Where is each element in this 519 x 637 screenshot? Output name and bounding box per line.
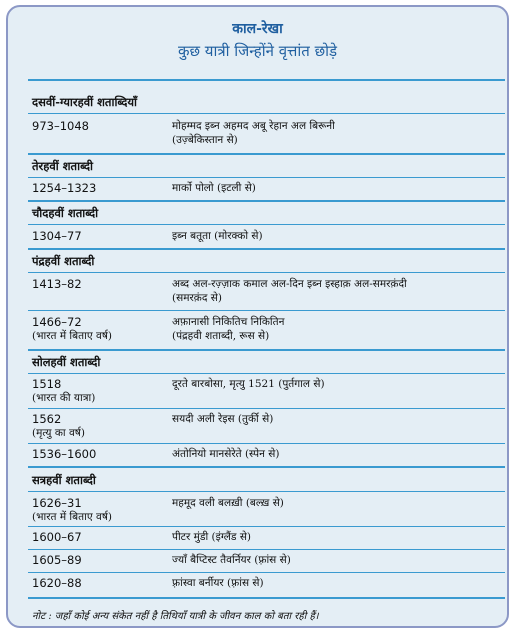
divider [28,349,505,351]
entry-traveller: इब्न बतूता (मोरक्को से) [172,230,263,242]
entry-traveller: अंतोनियो मानसेरेते (स्पेन से) [172,448,280,460]
divider [28,526,505,527]
entry-years: 1620–88 [32,576,82,590]
entry-traveller: मोहम्मद इब्न अहमद अबू रेहान अल बिरूनी (उज़्बेकिस्तान से) [172,120,335,146]
entry-years: 973–1048 [32,119,89,133]
divider [28,549,505,550]
entry-traveller: अब्द अल-रज़्ज़ाक कमाल अल-दिन इब्न इस्हाक़ अल-समरक़ंदी (समरक़ंद से) [172,278,407,304]
divider [28,79,505,81]
divider [28,572,505,573]
divider [28,597,505,599]
entry-years: 1304–77 [32,229,82,243]
century-heading: दसवीं-ग्यारहवीं शताब्दियाँ [32,95,138,109]
divider [28,153,505,155]
divider [28,310,505,311]
footnote: नोट : जहाँ कोई अन्य संकेत नहीं है तिथियाँ यात्री के जीवन काल को बता रही हैं। [32,611,319,622]
entry-years: 1600–67 [32,530,82,544]
entry-traveller: अफ़ानासी निकितिच निकितिन (पंद्रहवी शताब्दी, रूस से) [172,316,285,342]
century-heading: पंद्रहवीं शताब्दी [32,254,95,268]
entry-traveller: ज्याँ बैप्टिस्ट तैवर्नियर (फ़्रांस से) [172,554,291,566]
timeline-panel [6,5,509,628]
divider [28,272,505,273]
divider [28,408,505,409]
page-title: काल-रेखा [232,21,283,37]
century-heading: चौदहवीं शताब्दी [32,206,99,220]
entry-traveller: पीटर मुंडी (इंग्लैंड से) [172,531,252,543]
entry-years: 1518 (भारत की यात्रा) [32,377,96,404]
divider [28,443,505,444]
entry-traveller: दूरते बारबोसा, मृत्यु 1521 (पुर्तगाल से) [172,378,325,390]
century-heading: सत्रहवीं शताब्दी [32,473,96,487]
entry-years: 1466–72 (भारत में बिताए वर्ष) [32,315,112,342]
entry-years: 1562 (मृत्यु का वर्ष) [32,412,85,439]
entry-years: 1605–89 [32,553,82,567]
century-heading: तेरहवीं शताब्दी [32,159,94,173]
century-heading: सोलहवीं शताब्दी [32,355,101,369]
divider [28,224,505,225]
entry-years: 1254–1323 [32,181,97,195]
divider [28,200,505,202]
entry-years: 1536–1600 [32,447,97,461]
entry-traveller: फ़्रांस्वा बर्नीयर (फ़्रांस से) [172,577,264,589]
entry-years: 1413–82 [32,277,82,291]
divider [28,177,505,178]
divider [28,491,505,492]
divider [28,248,505,250]
divider [28,373,505,374]
entry-traveller: महमूद वली बलख़ी (बल्ख़ से) [172,497,284,509]
entry-years: 1626–31 (भारत में बिताए वर्ष) [32,496,112,523]
divider [28,113,505,114]
entry-traveller: सयदी अली रेइस (तुर्की से) [172,413,274,425]
page-subtitle: कुछ यात्री जिन्होंने वृत्तांत छोड़े [177,42,338,60]
divider [28,466,505,468]
entry-traveller: मार्को पोलो (इटली से) [172,182,256,194]
